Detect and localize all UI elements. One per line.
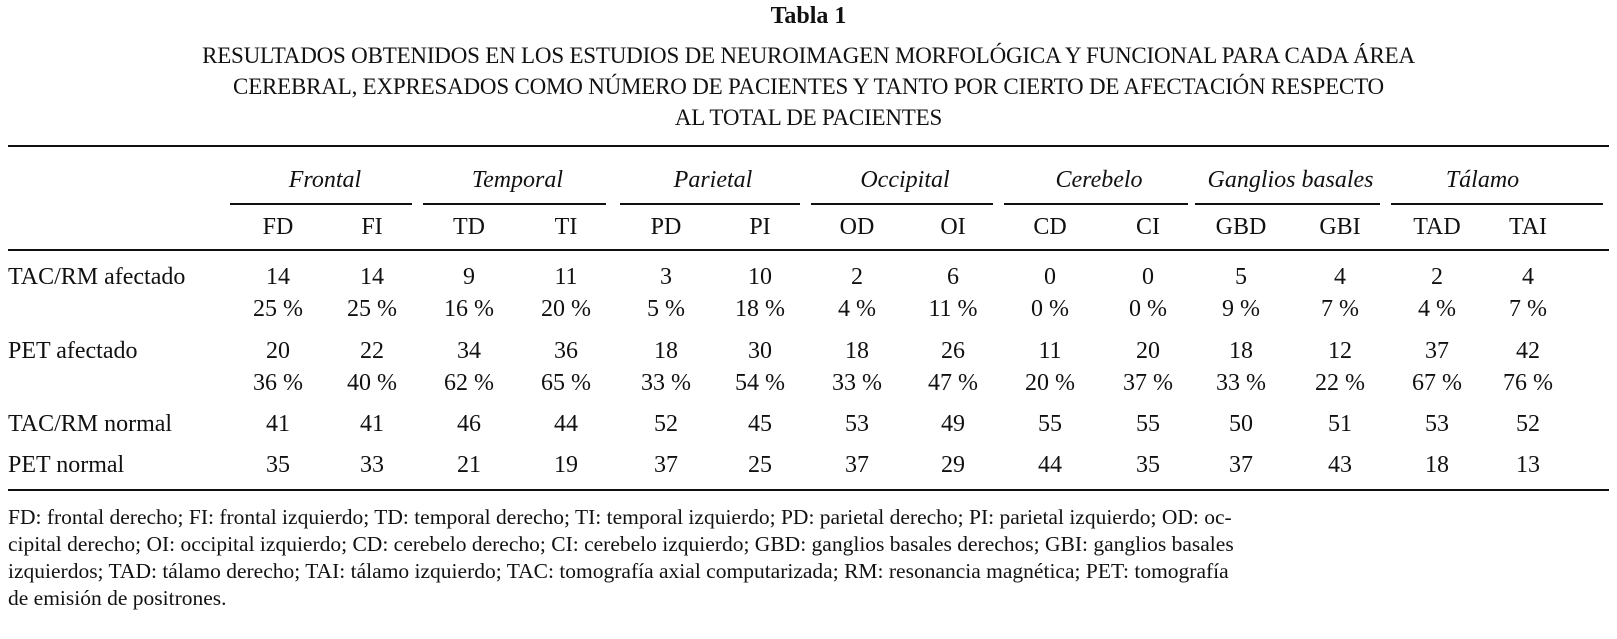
- percent-cell: 37 %: [1123, 370, 1173, 396]
- row-label: PET normal: [8, 452, 125, 478]
- count-cell: 2: [851, 264, 863, 290]
- count-cell: 6: [947, 264, 959, 290]
- group-underline: [230, 203, 412, 205]
- column-header: TAI: [1508, 214, 1548, 240]
- group-header: Parietal: [673, 167, 753, 193]
- group-header: Occipital: [860, 167, 950, 193]
- count-cell: 2: [1431, 264, 1443, 290]
- count-cell: 44: [554, 411, 578, 437]
- count-cell: 21: [457, 452, 481, 478]
- column-header: CD: [1033, 214, 1067, 240]
- bottom-rule: [8, 489, 1609, 491]
- percent-cell: 0 %: [1129, 296, 1167, 322]
- percent-cell: 40 %: [347, 370, 397, 396]
- footnote-line: izquierdos; TAD: tálamo derecho; TAI: tálamo izquierdo; TAC: tomografía axial computarizada; RM: resonancia magnética; PET: tomografía: [8, 559, 1229, 583]
- count-cell: 19: [554, 452, 578, 478]
- percent-cell: 5 %: [647, 296, 685, 322]
- count-cell: 26: [941, 338, 965, 364]
- group-header: Ganglios basales: [1207, 167, 1374, 193]
- count-cell: 4: [1522, 264, 1534, 290]
- group-header: Temporal: [471, 167, 564, 193]
- caption-line: RESULTADOS OBTENIDOS EN LOS ESTUDIOS DE NEUROIMAGEN MORFOLÓGICA Y FUNCIONAL PARA CADA ÁREA: [202, 43, 1415, 68]
- percent-cell: 47 %: [928, 370, 978, 396]
- column-header: OI: [940, 214, 966, 240]
- count-cell: 36: [554, 338, 578, 364]
- count-cell: 11: [1038, 338, 1062, 364]
- count-cell: 14: [266, 264, 290, 290]
- count-cell: 52: [654, 411, 678, 437]
- group-underline: [620, 203, 800, 205]
- percent-cell: 33 %: [1216, 370, 1266, 396]
- count-cell: 55: [1038, 411, 1062, 437]
- percent-cell: 7 %: [1321, 296, 1359, 322]
- count-cell: 0: [1044, 264, 1056, 290]
- count-cell: 12: [1328, 338, 1352, 364]
- percent-cell: 33 %: [641, 370, 691, 396]
- count-cell: 37: [654, 452, 678, 478]
- count-cell: 45: [748, 411, 772, 437]
- caption-line: AL TOTAL DE PACIENTES: [674, 105, 943, 130]
- column-header: FD: [262, 214, 294, 240]
- top-rule: [8, 145, 1609, 147]
- percent-cell: 4 %: [1418, 296, 1456, 322]
- count-cell: 53: [845, 411, 869, 437]
- count-cell: 46: [457, 411, 481, 437]
- column-header: TD: [453, 214, 485, 240]
- percent-cell: 33 %: [832, 370, 882, 396]
- column-header: PD: [650, 214, 682, 240]
- column-header: TI: [554, 214, 578, 240]
- count-cell: 43: [1328, 452, 1352, 478]
- row-label: PET afectado: [8, 338, 138, 364]
- count-cell: 4: [1334, 264, 1346, 290]
- percent-cell: 7 %: [1509, 296, 1547, 322]
- footnote-line: cipital derecho; OI: occipital izquierdo; CD: cerebelo derecho; CI: cerebelo izquierdo; GBD: ganglios basales derechos; GBI: ganglios basales: [8, 532, 1234, 556]
- column-header: FI: [361, 214, 383, 240]
- count-cell: 53: [1425, 411, 1449, 437]
- column-header: OD: [839, 214, 875, 240]
- count-cell: 5: [1235, 264, 1247, 290]
- count-cell: 51: [1328, 411, 1352, 437]
- count-cell: 49: [941, 411, 965, 437]
- count-cell: 50: [1229, 411, 1253, 437]
- count-cell: 37: [1425, 338, 1449, 364]
- count-cell: 0: [1142, 264, 1154, 290]
- count-cell: 22: [360, 338, 384, 364]
- percent-cell: 16 %: [444, 296, 494, 322]
- percent-cell: 9 %: [1222, 296, 1260, 322]
- percent-cell: 20 %: [541, 296, 591, 322]
- count-cell: 52: [1516, 411, 1540, 437]
- count-cell: 41: [360, 411, 384, 437]
- percent-cell: 25 %: [347, 296, 397, 322]
- percent-cell: 0 %: [1031, 296, 1069, 322]
- footnote-line: FD: frontal derecho; FI: frontal izquierdo; TD: temporal derecho; TI: temporal izquierdo; PD: parietal derecho; PI: parietal izquierdo; OD: oc-: [8, 505, 1232, 529]
- column-header: GBI: [1319, 214, 1361, 240]
- count-cell: 18: [1425, 452, 1449, 478]
- percent-cell: 11 %: [928, 296, 978, 322]
- count-cell: 34: [457, 338, 481, 364]
- group-underline: [1004, 203, 1188, 205]
- footnote-line: de emisión de positrones.: [8, 586, 227, 610]
- count-cell: 55: [1136, 411, 1160, 437]
- percent-cell: 18 %: [735, 296, 785, 322]
- count-cell: 18: [654, 338, 678, 364]
- count-cell: 41: [266, 411, 290, 437]
- table-caption: [40, 40, 1577, 133]
- count-cell: 18: [1229, 338, 1253, 364]
- group-header: Frontal: [288, 167, 362, 193]
- count-cell: 13: [1516, 452, 1540, 478]
- count-cell: 18: [845, 338, 869, 364]
- count-cell: 29: [941, 452, 965, 478]
- count-cell: 42: [1516, 338, 1540, 364]
- table-footnote: [8, 504, 1608, 612]
- percent-cell: 76 %: [1503, 370, 1553, 396]
- count-cell: 33: [360, 452, 384, 478]
- percent-cell: 36 %: [253, 370, 303, 396]
- group-header: Tálamo: [1445, 167, 1520, 193]
- percent-cell: 4 %: [838, 296, 876, 322]
- column-header: TAD: [1413, 214, 1461, 240]
- group-underline: [1195, 203, 1380, 205]
- group-underline: [1391, 203, 1603, 205]
- group-underline: [423, 203, 606, 205]
- percent-cell: 65 %: [541, 370, 591, 396]
- column-header: GBD: [1215, 214, 1267, 240]
- group-header: Cerebelo: [1055, 167, 1143, 193]
- row-label: TAC/RM normal: [8, 411, 173, 437]
- percent-cell: 54 %: [735, 370, 785, 396]
- count-cell: 37: [845, 452, 869, 478]
- table-label: Tabla 1: [770, 3, 847, 29]
- header-rule: [8, 249, 1609, 251]
- count-cell: 30: [748, 338, 772, 364]
- count-cell: 10: [748, 264, 772, 290]
- percent-cell: 25 %: [253, 296, 303, 322]
- count-cell: 20: [266, 338, 290, 364]
- count-cell: 9: [463, 264, 475, 290]
- group-underline: [811, 203, 993, 205]
- percent-cell: 67 %: [1412, 370, 1462, 396]
- percent-cell: 22 %: [1315, 370, 1365, 396]
- percent-cell: 62 %: [444, 370, 494, 396]
- count-cell: 11: [554, 264, 578, 290]
- count-cell: 35: [266, 452, 290, 478]
- column-header: PI: [749, 214, 771, 240]
- percent-cell: 20 %: [1025, 370, 1075, 396]
- count-cell: 3: [660, 264, 672, 290]
- count-cell: 44: [1038, 452, 1062, 478]
- count-cell: 20: [1136, 338, 1160, 364]
- row-label: TAC/RM afectado: [8, 264, 186, 290]
- count-cell: 14: [360, 264, 384, 290]
- count-cell: 35: [1136, 452, 1160, 478]
- count-cell: 25: [748, 452, 772, 478]
- caption-line: CEREBRAL, EXPRESADOS COMO NÚMERO DE PACIENTES Y TANTO POR CIERTO DE AFECTACIÓN RESPECTO: [233, 74, 1384, 99]
- count-cell: 37: [1229, 452, 1253, 478]
- column-header: CI: [1136, 214, 1160, 240]
